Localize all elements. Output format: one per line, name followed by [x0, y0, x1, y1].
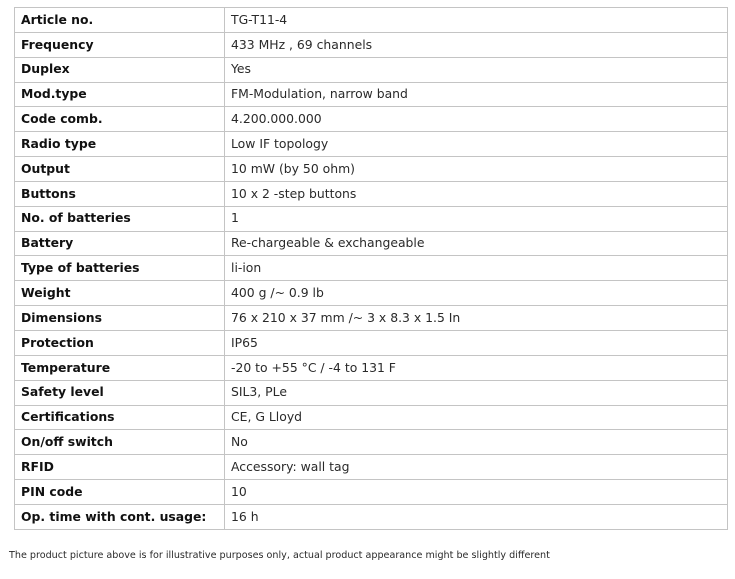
spec-value: 10	[225, 480, 728, 505]
spec-row	[15, 57, 728, 82]
spec-label: Mod.type	[15, 82, 225, 107]
spec-value: Re-chargeable & exchangeable	[225, 231, 728, 256]
spec-label: Radio type	[15, 132, 225, 157]
spec-row	[15, 8, 728, 33]
spec-row	[15, 480, 728, 505]
spec-value: SIL3, PLe	[225, 380, 728, 405]
spec-row	[15, 82, 728, 107]
spec-row	[15, 380, 728, 405]
spec-value: Yes	[225, 57, 728, 82]
spec-value: 10 x 2 -step buttons	[225, 181, 728, 206]
spec-label: On/off switch	[15, 430, 225, 455]
spec-value: 433 MHz , 69 channels	[225, 32, 728, 57]
spec-value: -20 to +55 °C / -4 to 131 F	[225, 355, 728, 380]
spec-row	[15, 206, 728, 231]
spec-label: RFID	[15, 455, 225, 480]
spec-label: Weight	[15, 281, 225, 306]
spec-value: No	[225, 430, 728, 455]
spec-label: Output	[15, 157, 225, 182]
spec-table-body	[15, 8, 728, 530]
disclaimer-text: The product picture above is for illustrative purposes only, actual product appearance might be slightly different	[9, 550, 550, 561]
spec-value: 4.200.000.000	[225, 107, 728, 132]
spec-value: 16 h	[225, 504, 728, 529]
spec-label: Buttons	[15, 181, 225, 206]
spec-row	[15, 281, 728, 306]
spec-row	[15, 455, 728, 480]
spec-label: Code comb.	[15, 107, 225, 132]
spec-row	[15, 256, 728, 281]
spec-row	[15, 355, 728, 380]
spec-label: Temperature	[15, 355, 225, 380]
spec-row	[15, 107, 728, 132]
spec-label: Battery	[15, 231, 225, 256]
spec-label: Frequency	[15, 32, 225, 57]
spec-row	[15, 132, 728, 157]
spec-row	[15, 430, 728, 455]
spec-row	[15, 157, 728, 182]
spec-row	[15, 181, 728, 206]
spec-value: Accessory: wall tag	[225, 455, 728, 480]
spec-label: Op. time with cont. usage:	[15, 504, 225, 529]
spec-value: IP65	[225, 330, 728, 355]
spec-row	[15, 32, 728, 57]
spec-value: li-ion	[225, 256, 728, 281]
spec-row	[15, 504, 728, 529]
spec-value: 1	[225, 206, 728, 231]
spec-value: FM-Modulation, narrow band	[225, 82, 728, 107]
spec-value: 400 g /~ 0.9 lb	[225, 281, 728, 306]
spec-value: TG-T11-4	[225, 8, 728, 33]
spec-label: PIN code	[15, 480, 225, 505]
spec-table	[14, 7, 728, 530]
spec-value: 10 mW (by 50 ohm)	[225, 157, 728, 182]
spec-label: Duplex	[15, 57, 225, 82]
spec-label: No. of batteries	[15, 206, 225, 231]
spec-row	[15, 330, 728, 355]
spec-value: 76 x 210 x 37 mm /~ 3 x 8.3 x 1.5 In	[225, 306, 728, 331]
spec-row	[15, 306, 728, 331]
spec-label: Protection	[15, 330, 225, 355]
spec-label: Safety level	[15, 380, 225, 405]
spec-label: Type of batteries	[15, 256, 225, 281]
spec-row	[15, 231, 728, 256]
spec-label: Certifications	[15, 405, 225, 430]
spec-label: Article no.	[15, 8, 225, 33]
spec-value: CE, G Lloyd	[225, 405, 728, 430]
spec-label: Dimensions	[15, 306, 225, 331]
spec-value: Low IF topology	[225, 132, 728, 157]
spec-row	[15, 405, 728, 430]
